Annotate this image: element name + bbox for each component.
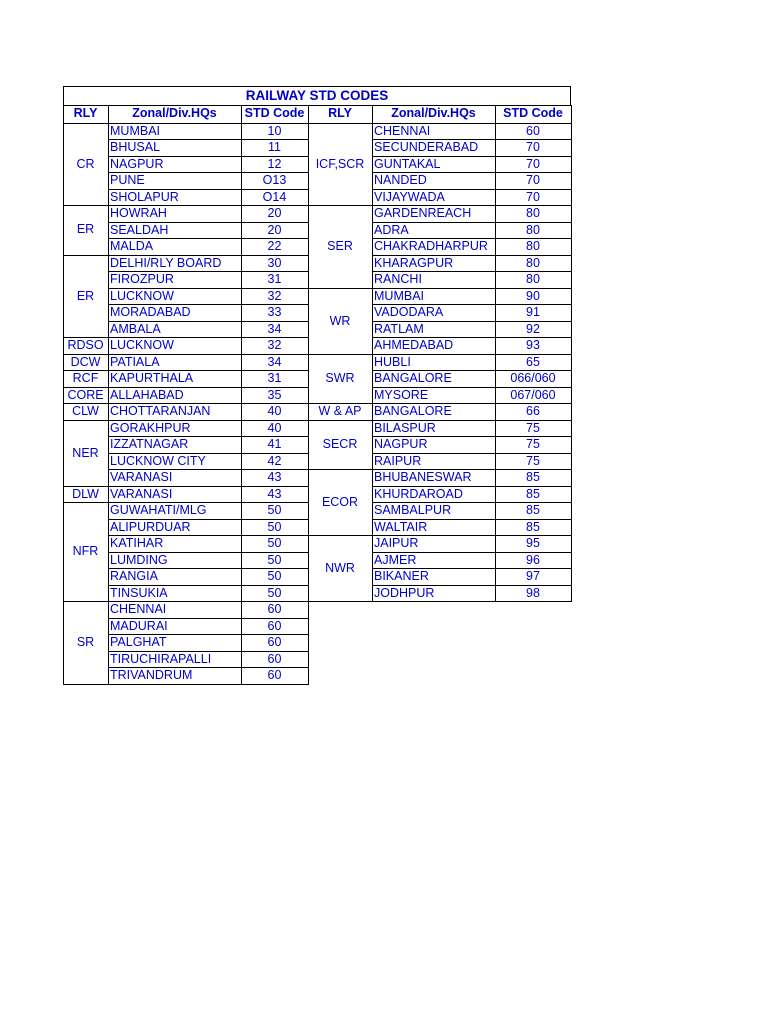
rly-cell: NFR bbox=[72, 544, 99, 558]
std-code-cell: 31 bbox=[267, 272, 282, 286]
rly-cell: RCF bbox=[72, 371, 99, 385]
std-code-cell: 80 bbox=[526, 206, 540, 220]
std-code-cell: 80 bbox=[526, 272, 540, 286]
std-code-cell: 98 bbox=[526, 585, 540, 600]
column-border bbox=[63, 105, 64, 685]
hq-cell: ADRA bbox=[374, 222, 409, 237]
column-border bbox=[571, 105, 572, 602]
hq-cell: SAMBALPUR bbox=[374, 503, 452, 517]
std-code-cell: 10 bbox=[267, 123, 282, 138]
hq-cell: FIROZPUR bbox=[110, 272, 174, 286]
std-code-cell: 41 bbox=[267, 437, 282, 451]
hq-cell: BANGALORE bbox=[374, 404, 452, 418]
title-left-border bbox=[63, 86, 64, 105]
hq-cell: TRIVANDRUM bbox=[110, 668, 193, 682]
std-code-cell: 75 bbox=[526, 420, 540, 435]
rly-cell: WR bbox=[329, 313, 351, 328]
hq-cell: AJMER bbox=[374, 552, 417, 567]
std-code-cell: O13 bbox=[262, 173, 287, 187]
std-code-cell: 43 bbox=[267, 470, 282, 484]
hq-cell: GARDENREACH bbox=[374, 206, 472, 220]
std-code-cell: 96 bbox=[526, 552, 540, 567]
hq-cell: ALIPURDUAR bbox=[110, 519, 191, 534]
hq-cell: HUBLI bbox=[374, 354, 411, 369]
std-code-cell: 40 bbox=[267, 404, 282, 418]
std-code-cell: 70 bbox=[526, 173, 540, 187]
rly-cell: W & AP bbox=[318, 404, 362, 418]
std-code-cell: 60 bbox=[267, 602, 282, 616]
std-code-cell: 93 bbox=[526, 338, 540, 352]
std-code-cell: 85 bbox=[526, 470, 540, 484]
rly-cell: DCW bbox=[70, 354, 101, 369]
hq-cell: PUNE bbox=[110, 173, 145, 187]
hq-cell: MUMBAI bbox=[374, 288, 424, 303]
std-code-cell: 33 bbox=[267, 305, 282, 319]
rly-cell: ICF,SCR bbox=[315, 156, 365, 171]
std-code-cell: 32 bbox=[267, 288, 282, 303]
hq-cell: WALTAIR bbox=[374, 519, 428, 534]
hq-cell: VARANASI bbox=[110, 470, 173, 484]
rly-cell: NWR bbox=[325, 561, 355, 575]
std-code-cell: 80 bbox=[526, 239, 540, 253]
hq-cell: GUWAHATI/MLG bbox=[110, 503, 207, 517]
hq-cell: RANGIA bbox=[110, 569, 158, 583]
hq-cell: CHAKRADHARPUR bbox=[374, 239, 488, 253]
hq-cell: CHOTTARANJAN bbox=[110, 404, 211, 418]
hq-cell: RATLAM bbox=[374, 321, 424, 336]
std-code-cell: 85 bbox=[526, 486, 540, 501]
std-code-cell: 70 bbox=[526, 189, 540, 204]
std-code-cell: 31 bbox=[267, 371, 282, 385]
rly-cell: RDSO bbox=[67, 338, 104, 352]
hq-cell: SECUNDERABAD bbox=[374, 140, 479, 154]
rly-cell: SWR bbox=[325, 370, 355, 385]
hq-cell: AMBALA bbox=[110, 321, 161, 336]
hq-cell: GORAKHPUR bbox=[110, 420, 191, 435]
column-border bbox=[372, 105, 373, 602]
hq-cell: VADODARA bbox=[374, 305, 444, 319]
std-code-cell: 50 bbox=[267, 519, 282, 534]
hq-cell: IZZATNAGAR bbox=[110, 437, 189, 451]
std-code-cell: 85 bbox=[526, 519, 540, 534]
hq-cell: VIJAYWADA bbox=[374, 189, 445, 204]
std-code-cell: 95 bbox=[526, 536, 540, 550]
std-code-cell: 20 bbox=[267, 222, 282, 237]
std-code-cell: 75 bbox=[526, 437, 540, 451]
std-code-cell: 75 bbox=[526, 453, 540, 468]
hq-cell: TINSUKIA bbox=[110, 585, 168, 600]
title-top-border bbox=[63, 86, 571, 87]
column-header: Zonal/Div.HQs bbox=[132, 106, 217, 120]
std-code-cell: 70 bbox=[526, 156, 540, 171]
hq-cell: CHENNAI bbox=[110, 602, 167, 616]
hq-cell: SEALDAH bbox=[110, 222, 169, 237]
std-code-cell: 50 bbox=[267, 569, 282, 583]
std-code-cell: 65 bbox=[526, 354, 540, 369]
group-border bbox=[63, 684, 108, 685]
std-code-cell: 20 bbox=[267, 206, 282, 220]
hq-cell: PATIALA bbox=[110, 354, 160, 369]
hq-cell: NAGPUR bbox=[110, 156, 164, 171]
hq-cell: BILASPUR bbox=[374, 420, 436, 435]
hq-cell: NAGPUR bbox=[374, 437, 428, 451]
column-border bbox=[495, 105, 496, 602]
std-code-cell: O14 bbox=[262, 189, 287, 204]
hq-cell: HOWRAH bbox=[110, 206, 167, 220]
hq-cell: LUCKNOW bbox=[110, 338, 174, 352]
std-code-cell: 43 bbox=[267, 486, 282, 501]
column-border bbox=[241, 105, 242, 685]
hq-cell: KHARAGPUR bbox=[374, 255, 454, 270]
hq-cell: LUCKNOW CITY bbox=[110, 453, 206, 468]
hq-cell: SHOLAPUR bbox=[110, 189, 179, 204]
hq-cell: RAIPUR bbox=[374, 453, 422, 468]
rly-cell: ECOR bbox=[321, 495, 359, 509]
rly-cell: NER bbox=[72, 445, 99, 460]
column-border bbox=[308, 105, 309, 602]
std-code-cell: 60 bbox=[267, 618, 282, 633]
row-border bbox=[372, 601, 571, 602]
hq-cell: KAPURTHALA bbox=[110, 371, 194, 385]
hq-cell: ALLAHABAD bbox=[110, 387, 184, 402]
std-code-cell: 97 bbox=[526, 569, 540, 583]
hq-cell: CHENNAI bbox=[374, 123, 431, 138]
column-header: STD Code bbox=[503, 106, 563, 120]
std-code-cell: 80 bbox=[526, 255, 540, 270]
rly-cell: CORE bbox=[67, 387, 104, 402]
rly-cell: ER bbox=[76, 288, 95, 303]
hq-cell: MUMBAI bbox=[110, 123, 160, 138]
row-border bbox=[108, 684, 308, 685]
column-header: RLY bbox=[73, 106, 98, 120]
hq-cell: BHUBANESWAR bbox=[374, 470, 472, 484]
hq-cell: VARANASI bbox=[110, 486, 173, 501]
rly-cell: SECR bbox=[322, 436, 358, 451]
hq-cell: LUCKNOW bbox=[110, 288, 174, 303]
hq-cell: DELHI/RLY BOARD bbox=[110, 255, 222, 270]
hq-cell: TIRUCHIRAPALLI bbox=[110, 651, 212, 666]
hq-cell: LUMDING bbox=[110, 552, 168, 567]
hq-cell: RANCHI bbox=[374, 272, 422, 286]
std-code-cell: 60 bbox=[267, 651, 282, 666]
column-border bbox=[108, 105, 109, 685]
std-code-cell: 40 bbox=[267, 420, 282, 435]
std-code-cell: 90 bbox=[526, 288, 540, 303]
std-code-cell: 35 bbox=[267, 387, 282, 402]
std-code-cell: 11 bbox=[268, 140, 281, 154]
rly-cell: SER bbox=[327, 239, 353, 253]
std-code-cell: 66 bbox=[526, 404, 540, 418]
rly-cell: SR bbox=[76, 635, 95, 649]
column-header: Zonal/Div.HQs bbox=[391, 106, 476, 120]
std-code-cell: 32 bbox=[267, 338, 282, 352]
std-code-cell: 70 bbox=[526, 140, 540, 154]
hq-cell: AHMEDABAD bbox=[374, 338, 454, 352]
hq-cell: MYSORE bbox=[374, 387, 429, 402]
header-top-border bbox=[308, 105, 571, 106]
hq-cell: KHURDAROAD bbox=[374, 486, 463, 501]
group-border bbox=[308, 601, 372, 602]
std-code-cell: 12 bbox=[267, 156, 282, 171]
std-code-cell: 85 bbox=[526, 503, 540, 517]
rly-cell: DLW bbox=[72, 486, 99, 501]
std-code-cell: 30 bbox=[267, 255, 282, 270]
hq-cell: JAIPUR bbox=[374, 536, 419, 550]
std-code-cell: 60 bbox=[267, 635, 282, 649]
hq-cell: BIKANER bbox=[374, 569, 429, 583]
std-code-cell: 50 bbox=[267, 552, 282, 567]
hq-cell: MORADABAD bbox=[110, 305, 191, 319]
hq-cell: MALDA bbox=[110, 239, 154, 253]
std-code-cell: 60 bbox=[526, 123, 540, 138]
std-code-cell: 80 bbox=[526, 222, 540, 237]
title-right-border bbox=[570, 86, 571, 105]
std-code-cell: 34 bbox=[267, 321, 282, 336]
hq-cell: GUNTAKAL bbox=[374, 156, 441, 171]
column-header: RLY bbox=[328, 106, 352, 120]
std-code-cell: 91 bbox=[526, 305, 540, 319]
table-title: RAILWAY STD CODES bbox=[245, 88, 389, 103]
column-header: STD Code bbox=[244, 106, 305, 120]
std-code-cell: 42 bbox=[267, 453, 282, 468]
header-top-border bbox=[63, 105, 308, 106]
std-code-cell: 066/060 bbox=[510, 371, 556, 385]
rly-cell: CR bbox=[76, 156, 95, 171]
std-code-cell: 92 bbox=[526, 321, 540, 336]
std-code-cell: 22 bbox=[267, 239, 282, 253]
std-code-cell: 067/060 bbox=[510, 387, 556, 402]
std-code-cell: 50 bbox=[267, 536, 282, 550]
std-code-cell: 50 bbox=[267, 585, 282, 600]
hq-cell: NANDED bbox=[374, 173, 427, 187]
hq-cell: BANGALORE bbox=[374, 371, 452, 385]
rly-cell: CLW bbox=[72, 404, 99, 418]
rly-cell: ER bbox=[76, 222, 95, 236]
hq-cell: JODHPUR bbox=[374, 585, 435, 600]
hq-cell: BHUSAL bbox=[110, 140, 161, 154]
std-code-cell: 34 bbox=[267, 354, 282, 369]
hq-cell: MADURAI bbox=[110, 618, 168, 633]
std-code-table bbox=[63, 86, 571, 684]
std-code-cell: 60 bbox=[267, 668, 282, 682]
std-code-cell: 50 bbox=[267, 503, 282, 517]
hq-cell: PALGHAT bbox=[110, 635, 167, 649]
hq-cell: KATIHAR bbox=[110, 536, 164, 550]
